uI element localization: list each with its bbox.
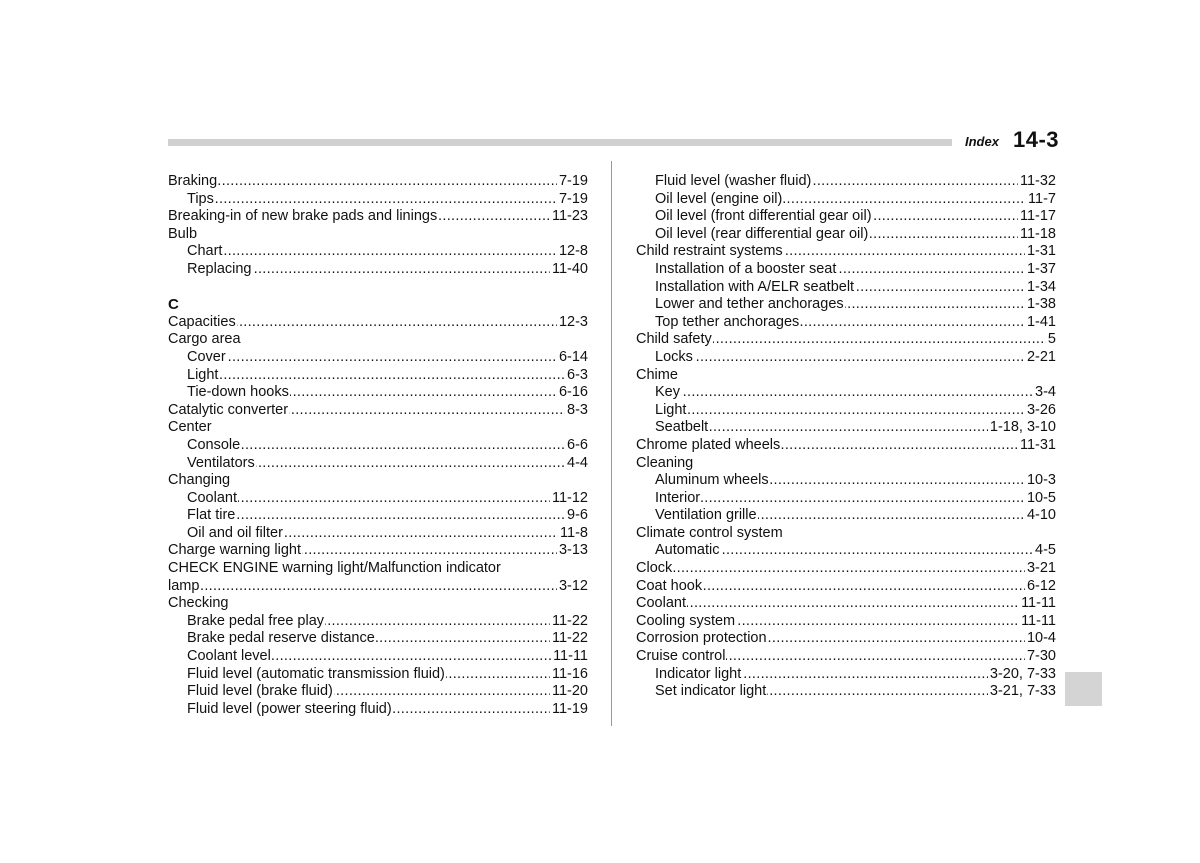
- index-term: Locks: [655, 348, 693, 365]
- index-page-ref: 11-22: [551, 612, 588, 629]
- index-term: Breaking-in of new brake pads and linings: [168, 208, 438, 225]
- index-term: Interior: [655, 489, 701, 506]
- index-column-right: [636, 173, 1056, 701]
- index-subentry: [168, 367, 588, 385]
- index-page-ref: 1-37: [1026, 260, 1056, 277]
- index-term: Cruise control: [636, 648, 726, 665]
- index-term: Charge warning light: [168, 542, 301, 559]
- index-term: Child restraint systems: [636, 243, 783, 260]
- index-page-ref: 6-14: [558, 348, 588, 365]
- index-subentry: [636, 191, 1056, 209]
- index-subentry: [636, 173, 1056, 191]
- index-entry: [636, 613, 1056, 631]
- index-entry: [168, 208, 588, 226]
- index-term: Oil and oil filter: [187, 524, 283, 541]
- index-entry: [168, 578, 588, 596]
- index-term: Top tether anchorages: [655, 313, 800, 330]
- index-term: Cover: [187, 348, 226, 365]
- index-entry: [636, 243, 1056, 261]
- index-entry: [168, 595, 588, 613]
- index-page-ref: 8-3: [567, 401, 588, 418]
- index-term: Bulb: [168, 225, 198, 242]
- index-subentry: [168, 683, 588, 701]
- index-page-ref: 2-21: [1026, 348, 1056, 365]
- index-term: Center: [168, 419, 212, 436]
- index-term: Chart: [187, 243, 223, 260]
- index-page-ref: 3-13: [558, 542, 588, 559]
- index-subentry: [636, 349, 1056, 367]
- index-subentry: [168, 490, 588, 508]
- index-subentry: [636, 490, 1056, 508]
- index-page-ref: 11-7: [1028, 190, 1056, 207]
- index-subentry: [168, 349, 588, 367]
- index-entry: [168, 419, 588, 437]
- index-page-ref: 4-5: [1035, 542, 1056, 559]
- index-page-ref: 11-11: [1021, 612, 1056, 629]
- index-term: Replacing: [187, 260, 252, 277]
- index-page-ref: 1-41: [1026, 313, 1056, 330]
- index-page-ref: 12-3: [558, 313, 588, 330]
- index-term: Cargo area: [168, 331, 241, 348]
- index-page-ref: 11-18: [1019, 225, 1056, 242]
- index-term: Coolant: [187, 489, 237, 506]
- index-term: Seatbelt: [655, 419, 709, 436]
- index-page-ref: 1-38: [1026, 296, 1056, 313]
- index-term: Catalytic converter: [168, 401, 289, 418]
- index-entry: [168, 560, 588, 578]
- index-page-ref: 11-23: [551, 208, 588, 225]
- index-term: Oil level (engine oil): [655, 190, 783, 207]
- index-term: Clock: [636, 560, 673, 577]
- index-term: Flat tire: [187, 507, 236, 524]
- index-entry: [636, 367, 1056, 385]
- index-entry: [636, 578, 1056, 596]
- index-letter-heading: C: [168, 296, 179, 314]
- index-subentry: [168, 525, 588, 543]
- index-page-ref: 12-8: [558, 243, 588, 260]
- index-subentry: [168, 507, 588, 525]
- index-page-ref: 1-34: [1026, 278, 1056, 295]
- index-page-ref: 10-4: [1026, 630, 1056, 647]
- index-term: lamp: [168, 577, 200, 594]
- index-term: Key: [655, 384, 680, 401]
- index-subentry: [636, 507, 1056, 525]
- index-term: Checking: [168, 595, 229, 612]
- index-subentry: [168, 666, 588, 684]
- index-page-ref: 6-16: [558, 384, 588, 401]
- index-page-ref: 6-6: [567, 436, 588, 453]
- index-subentry: [636, 402, 1056, 420]
- index-subentry: [636, 208, 1056, 226]
- index-entry: [168, 173, 588, 191]
- index-page-ref: 11-19: [551, 700, 588, 717]
- index-page-ref: 11-8: [560, 524, 588, 541]
- index-subentry: [636, 314, 1056, 332]
- index-page-ref: 9-6: [567, 507, 588, 524]
- index-subentry: [168, 613, 588, 631]
- index-page-ref: 11-31: [1019, 436, 1056, 453]
- section-thumb-tab: [1065, 672, 1102, 706]
- index-page-ref: 6-3: [567, 366, 588, 383]
- page-number: 14-3: [1013, 127, 1060, 152]
- index-page-ref: 4-10: [1026, 507, 1056, 524]
- index-term: Oil level (rear differential gear oil): [655, 225, 869, 242]
- index-entry: [168, 402, 588, 420]
- index-entry: [168, 331, 588, 349]
- index-term: Light: [655, 401, 687, 418]
- index-page-ref: 11-11: [1021, 595, 1056, 612]
- index-entry: [636, 331, 1056, 349]
- index-page-ref: 1-31: [1026, 243, 1056, 260]
- index-page-ref: 11-17: [1019, 208, 1056, 225]
- index-term: Cooling system: [636, 612, 736, 629]
- index-entry: [168, 542, 588, 560]
- index-term: Installation of a booster seat: [655, 260, 837, 277]
- index-page-ref: 11-16: [551, 665, 588, 682]
- index-subentry: [168, 384, 588, 402]
- index-subentry: [168, 261, 588, 279]
- index-subentry: [636, 261, 1056, 279]
- index-term: CHECK ENGINE warning light/Malfunction indicator: [168, 560, 501, 577]
- index-term: Fluid level (power steering fluid): [187, 700, 392, 717]
- index-subentry: [636, 279, 1056, 297]
- index-term: Child safety: [636, 331, 712, 348]
- index-term: Coat hook: [636, 577, 703, 594]
- index-term: Ventilation grille: [655, 507, 757, 524]
- index-term: Corrosion protection: [636, 630, 767, 647]
- index-page-ref: 1-18, 3-10: [989, 419, 1056, 436]
- index-page-ref: 11-22: [551, 630, 588, 647]
- index-page-ref: 10-3: [1026, 472, 1056, 489]
- index-page-ref: 11-20: [551, 683, 588, 700]
- index-subentry: [636, 683, 1056, 701]
- index-term: Tips: [187, 190, 214, 207]
- index-entry: [636, 455, 1056, 473]
- index-subentry: [636, 666, 1056, 684]
- index-entry: [636, 595, 1056, 613]
- index-term: Coolant level: [187, 648, 271, 665]
- index-term: Fluid level (automatic transmission fluid): [187, 665, 445, 682]
- column-divider: [611, 161, 612, 726]
- index-term: Automatic: [655, 542, 720, 559]
- index-entry: [636, 560, 1056, 578]
- index-page-ref: 6-12: [1026, 577, 1056, 594]
- index-term: Braking: [168, 173, 218, 189]
- index-subentry: [636, 542, 1056, 560]
- index-page-ref: 3-26: [1026, 401, 1056, 418]
- index-term: Fluid level (brake fluid): [187, 683, 333, 700]
- index-page-ref: 10-5: [1026, 489, 1056, 506]
- index-subentry: [168, 243, 588, 261]
- index-entry: [636, 525, 1056, 543]
- index-page-ref: 3-12: [558, 577, 588, 594]
- index-subentry: [636, 384, 1056, 402]
- index-term: Lower and tether anchorages: [655, 296, 844, 313]
- index-page-ref: 7-19: [558, 173, 588, 189]
- index-term: Tie-down hooks: [187, 384, 289, 401]
- index-subentry: [168, 191, 588, 209]
- index-entry: [636, 437, 1056, 455]
- index-column-left: [168, 173, 588, 718]
- index-entry: [168, 472, 588, 490]
- header-section-word: Index: [965, 134, 999, 149]
- index-term: Brake pedal free play: [187, 612, 325, 629]
- index-term: Indicator light: [655, 665, 742, 682]
- index-page-ref: 3-21: [1026, 560, 1056, 577]
- index-entry: [168, 226, 588, 244]
- index-term: Fluid level (washer fluid): [655, 173, 812, 189]
- index-subentry: [636, 226, 1056, 244]
- index-term: Cleaning: [636, 454, 694, 471]
- index-term: Console: [187, 436, 241, 453]
- index-subentry: [168, 701, 588, 719]
- header-rule: [168, 139, 952, 146]
- index-subentry: [168, 455, 588, 473]
- index-term: Capacities: [168, 313, 236, 330]
- index-page-ref: 3-21, 7-33: [989, 683, 1056, 700]
- index-term: Oil level (front differential gear oil): [655, 208, 872, 225]
- index-term: Installation with A/ELR seatbelt: [655, 278, 855, 295]
- index-subentry: [168, 630, 588, 648]
- index-page-ref: 3-4: [1035, 384, 1056, 401]
- index-term: Coolant: [636, 595, 686, 612]
- index-page-ref: 11-11: [553, 648, 588, 665]
- index-page-ref: 4-4: [567, 454, 588, 471]
- index-term: Set indicator light: [655, 683, 767, 700]
- index-page-ref: 11-40: [551, 260, 588, 277]
- index-subentry: [636, 296, 1056, 314]
- index-page-ref: 5: [1047, 331, 1056, 348]
- index-page-ref: 7-30: [1026, 648, 1056, 665]
- index-term: Brake pedal reserve distance: [187, 630, 375, 647]
- index-page-ref: 11-32: [1019, 173, 1056, 189]
- index-term: Ventilators: [187, 454, 255, 471]
- index-subentry: [168, 648, 588, 666]
- index-page-ref: 3-20, 7-33: [989, 665, 1056, 682]
- index-term: Aluminum wheels: [655, 472, 769, 489]
- index-term: Climate control system: [636, 524, 783, 541]
- index-term: Chrome plated wheels: [636, 436, 781, 453]
- index-term: Light: [187, 366, 219, 383]
- index-entry: [636, 630, 1056, 648]
- index-subentry: [636, 472, 1056, 490]
- index-entry: [636, 648, 1056, 666]
- index-entry: [168, 314, 588, 332]
- index-subentry: [168, 437, 588, 455]
- index-term: Changing: [168, 472, 231, 489]
- index-page-ref: 7-19: [558, 190, 588, 207]
- index-term: Chime: [636, 366, 678, 383]
- index-subentry: [636, 419, 1056, 437]
- index-page-ref: 11-12: [551, 489, 588, 506]
